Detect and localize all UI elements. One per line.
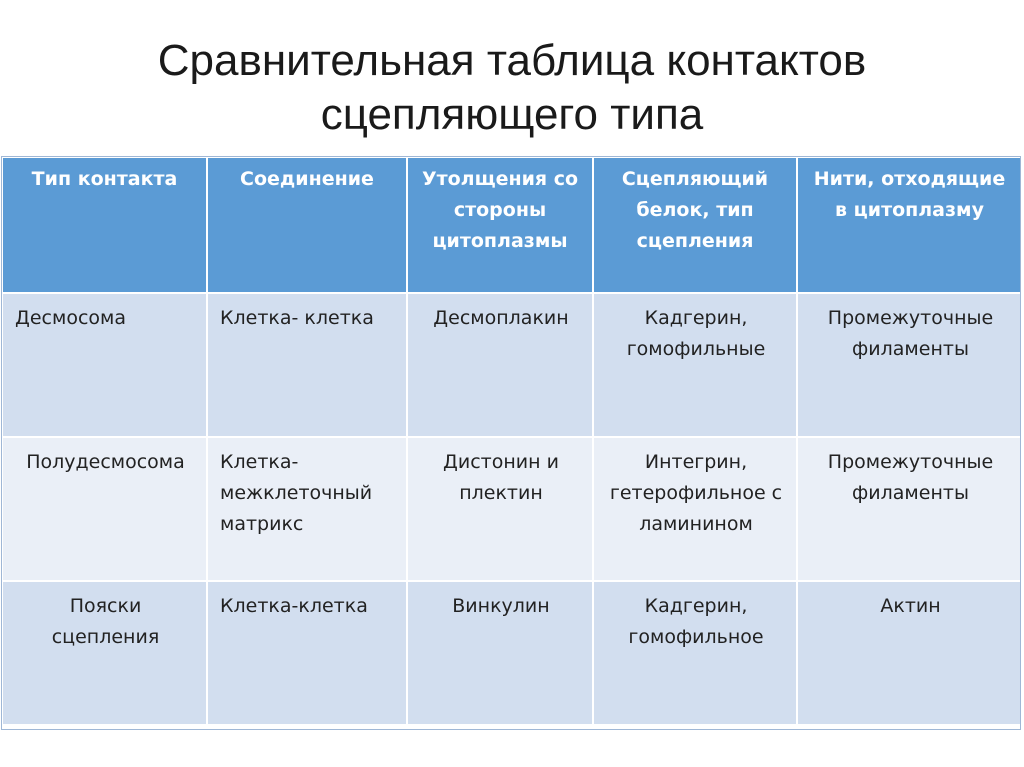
header-row — [2, 157, 1022, 293]
table-cell: Кадгерин, гомофильное — [593, 581, 797, 725]
table-row — [2, 293, 1022, 437]
table-cell: Полудесмосома — [2, 437, 207, 581]
table-cell: Пояски сцепления — [2, 581, 207, 725]
table-cell: Дистонин и плектин — [407, 437, 593, 581]
table-cell: Промежуточные филаменты — [797, 437, 1022, 581]
slide-title — [0, 34, 1024, 142]
table-cell: Интегрин, гетерофильное с ламинином — [593, 437, 797, 581]
table-cell: Актин — [797, 581, 1022, 725]
header-cell: Тип контакта — [2, 157, 207, 293]
table-row — [2, 581, 1022, 725]
table-row — [2, 437, 1022, 581]
header-cell: Соединение — [207, 157, 407, 293]
table-cell: Клетка-клетка — [207, 581, 407, 725]
header-cell: Утолщения со стороны цитоплазмы — [407, 157, 593, 293]
table-cell: Десмосома — [2, 293, 207, 437]
header-cell: Сцепляющий белок, тип сцепления — [593, 157, 797, 293]
table-cell: Клетка- межклеточный матрикс — [207, 437, 407, 581]
title-line-1: Сравнительная таблица контактов — [157, 36, 867, 85]
header-cell: Нити, отходящие в цитоплазму — [797, 157, 1022, 293]
title-line-2: сцепляющего типа — [320, 90, 704, 139]
table-cell: Десмоплакин — [407, 293, 593, 437]
table-cell: Винкулин — [407, 581, 593, 725]
table-cell: Клетка- клетка — [207, 293, 407, 437]
comparison-table — [1, 156, 1023, 726]
table-cell: Кадгерин, гомофильные — [593, 293, 797, 437]
table-cell: Промежуточные филаменты — [797, 293, 1022, 437]
